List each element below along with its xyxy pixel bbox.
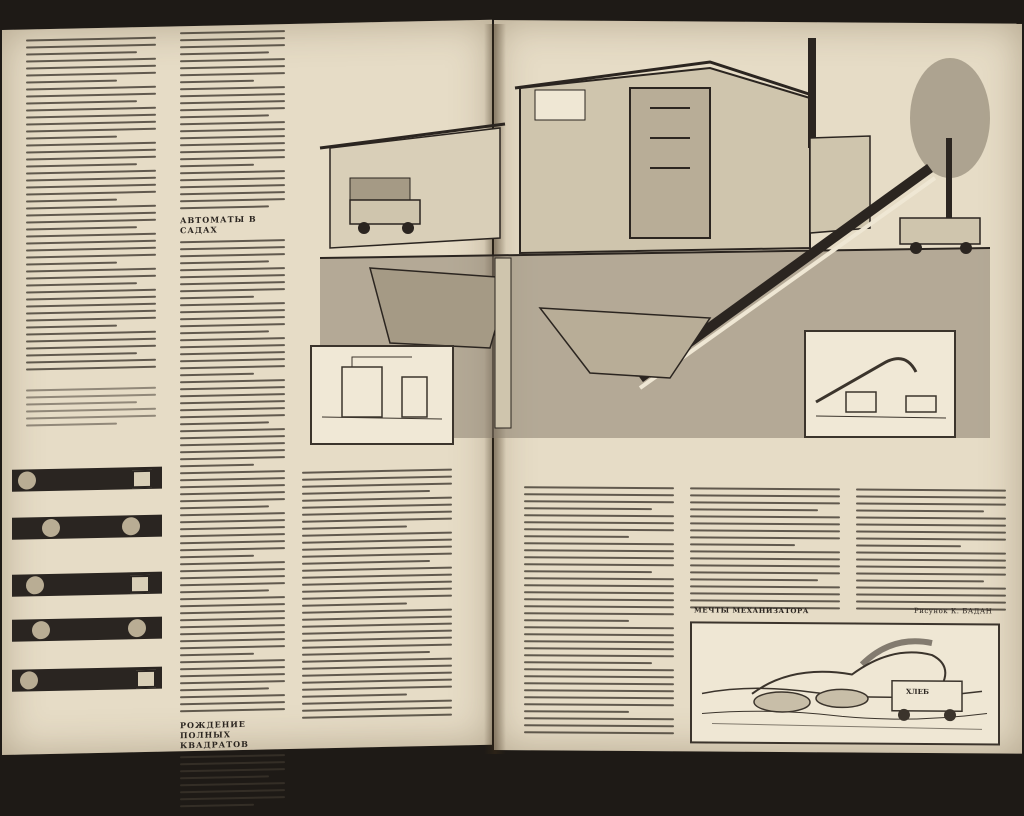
- heading-birth-of-squares: РОЖДЕНИЕ ПОЛНЫХ КВАДРАТОВ: [180, 718, 249, 751]
- cartoon-drawing: [692, 623, 994, 739]
- cartoon-truck-label: ХЛЕБ: [906, 686, 929, 697]
- planting-strip-2: [12, 515, 162, 540]
- left-column-3: [302, 469, 452, 724]
- inset-diagram-right: [804, 330, 956, 438]
- inset-diagram-right-drawing: [806, 332, 950, 432]
- planting-strip-3: [12, 572, 162, 597]
- right-heading-dreams: МЕЧТЫ МЕХАНИЗАТОРА: [694, 605, 809, 616]
- left-column-2: [180, 30, 285, 812]
- left-column-1: [26, 37, 156, 432]
- planting-strip-5: [12, 667, 162, 692]
- planting-strip-4: [12, 617, 162, 642]
- inset-diagram-left-drawing: [312, 347, 448, 439]
- right-column-1: [524, 486, 674, 739]
- planting-strip-1: [12, 467, 162, 492]
- right-column-2: [690, 487, 840, 614]
- inset-diagram-left: [310, 345, 454, 445]
- cartoon-illustration: [690, 621, 1000, 745]
- heading-automata-in-gardens: АВТОМАТЫ В САДАХ: [180, 213, 257, 236]
- right-author-credit: Рисунок К. БАДАН: [914, 606, 993, 616]
- right-column-3: [856, 489, 1006, 616]
